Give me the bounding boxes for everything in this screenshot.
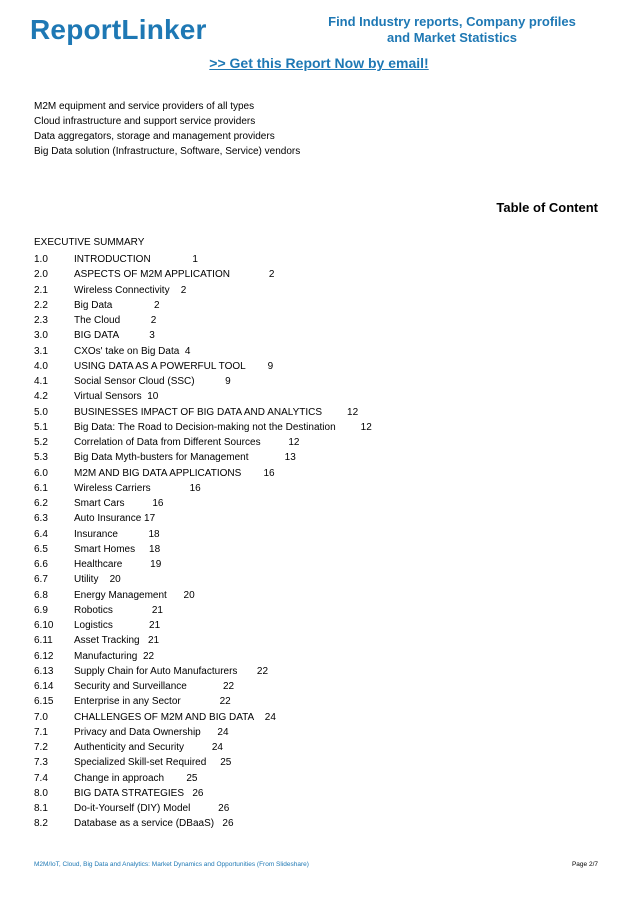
toc-row-number: 3.1: [34, 345, 48, 357]
toc-row-page: 12: [347, 406, 359, 418]
toc-row-page: 13: [284, 452, 296, 464]
toc-row: [34, 298, 372, 313]
toc-row-title: Enterprise in any Sector: [74, 696, 181, 708]
toc-row-gap: [120, 315, 151, 326]
toc-row: [34, 694, 372, 709]
toc-row: [34, 420, 372, 435]
toc-row: [34, 267, 372, 282]
toc-row-page: 22: [142, 650, 155, 662]
intro-line: M2M equipment and service providers of all types: [34, 101, 255, 112]
intro-line: Cloud infrastructure and support service providers: [34, 116, 256, 127]
toc-row-title: CXOs' take on Big Data: [74, 345, 180, 357]
toc-row-gap: [201, 727, 218, 738]
toc-row-number: 7.2: [34, 742, 48, 753]
toc-row-number: 5.0: [34, 406, 48, 418]
toc-row-title: Manufacturing: [74, 650, 138, 662]
toc-row-gap: [261, 437, 289, 448]
toc-row-gap: [98, 574, 109, 585]
toc-row-number: 4.0: [34, 360, 48, 372]
toc-row-page: 9: [225, 376, 231, 387]
toc-row-title: Change in approach: [74, 772, 165, 784]
toc-row: [34, 557, 372, 572]
toc-row: [34, 435, 372, 450]
toc-row-title: Correlation of Data from Different Sources: [74, 437, 261, 448]
toc-row-gap: [151, 254, 193, 265]
toc-row-number: 5.1: [34, 421, 48, 433]
toc-row-gap: [241, 468, 263, 479]
intro-line: Data aggregators, storage and management providers: [34, 131, 275, 142]
toc-row: [34, 466, 372, 481]
toc-row-title: Supply Chain for Auto Manufacturers: [74, 665, 238, 677]
toc-row-gap: [167, 590, 184, 601]
toc-row: [34, 588, 372, 603]
toc-row-page: 21: [149, 620, 161, 631]
toc-row-gap: [135, 544, 149, 555]
toc-row: [34, 740, 372, 755]
toc-row-title: Big Data Myth-busters for Management: [74, 452, 249, 464]
toc-row-number: 6.6: [34, 559, 48, 570]
toc-row-title: Robotics: [74, 604, 113, 616]
toc-row-number: 8.2: [34, 818, 48, 830]
toc-row: [34, 603, 372, 618]
toc-row-page: 25: [220, 757, 232, 769]
toc-row: [34, 252, 372, 267]
toc-row-page: 16: [263, 467, 275, 479]
toc-row-title: Auto Insurance: [74, 513, 142, 525]
toc-row: [34, 572, 372, 587]
toc-row-page: 24: [211, 742, 223, 753]
toc-row-gap: [336, 422, 361, 433]
toc-row-gap: [113, 605, 152, 616]
toc-row: [34, 633, 372, 648]
toc-row-title: Authenticity and Security: [74, 742, 185, 753]
toc-row: [34, 328, 372, 343]
toc-row-page: 24: [217, 726, 229, 738]
toc-row-title: Virtual Sensors: [74, 391, 142, 403]
toc-row-title: M2M AND BIG DATA APPLICATIONS: [74, 467, 242, 479]
toc-row-page: 2: [268, 269, 275, 281]
toc-row-title: Smart Cars: [74, 498, 125, 509]
toc-row-number: 6.11: [34, 635, 53, 647]
footer-page-number: Page 2/7: [571, 861, 598, 868]
toc-row: [34, 755, 372, 770]
toc-row-title: CHALLENGES OF M2M AND BIG DATA: [74, 711, 254, 723]
toc-row: [34, 527, 372, 542]
toc-row: [34, 664, 372, 679]
toc-row-title: Specialized Skill-set Required: [74, 757, 207, 769]
toc-row-title: Utility: [74, 574, 99, 586]
toc-row-gap: [195, 376, 226, 387]
toc-row: [34, 283, 372, 298]
toc-row-page: 20: [183, 589, 195, 601]
toc-row: [34, 511, 372, 526]
toc-row: [34, 649, 372, 664]
toc-row: [34, 374, 372, 389]
toc-row-number: 2.3: [34, 315, 48, 326]
page-footer: [34, 861, 598, 868]
toc-row-page: 9: [267, 360, 274, 372]
toc-row: [34, 816, 372, 831]
toc-row-title: Do-it-Yourself (DIY) Model: [74, 803, 191, 814]
toc-row: [34, 481, 372, 496]
toc-row: [34, 801, 372, 816]
toc-row-number: 6.14: [34, 681, 54, 692]
toc-row-gap: [113, 620, 149, 631]
toc-row-gap: [184, 742, 212, 753]
toc-row-number: 6.1: [34, 482, 48, 494]
toc-row-number: 6.15: [34, 696, 54, 708]
toc-row-page: 21: [151, 604, 163, 616]
toc-row-page: 18: [148, 528, 160, 540]
toc-row-number: 7.4: [34, 772, 48, 784]
toc-list: [34, 252, 372, 832]
toc-executive-summary: EXECUTIVE SUMMARY: [34, 237, 145, 248]
intro-line: Big Data solution (Infrastructure, Software, Service) vendors: [34, 146, 301, 157]
toc-row-page: 26: [222, 818, 234, 830]
toc-row-page: 20: [109, 574, 121, 586]
toc-row-title: Big Data: [74, 299, 113, 311]
toc-row-title: INTRODUCTION: [74, 254, 151, 265]
get-report-link-row: [0, 55, 638, 73]
toc-row: [34, 359, 372, 374]
intro-list: [34, 99, 300, 159]
toc-row-number: 6.12: [34, 650, 54, 662]
toc-row-page: 19: [150, 559, 162, 570]
toc-row-title: Database as a service (DBaaS): [74, 818, 215, 830]
toc-row: [34, 344, 372, 359]
toc-row: [34, 450, 372, 465]
toc-row-page: 1: [192, 254, 198, 265]
header-tagline: Find Industry reports, Company profiles and Market Statistics: [328, 14, 576, 45]
toc-row-gap: [170, 285, 181, 296]
reportlinker-logo[interactable]: ReportLinker: [30, 14, 207, 45]
toc-row-title: BIG DATA STRATEGIES: [74, 787, 185, 799]
toc-row-page: 17: [144, 513, 156, 525]
toc-row-page: 2: [150, 315, 157, 326]
toc-row-number: 8.0: [34, 787, 48, 799]
toc-row-number: 6.5: [34, 543, 48, 555]
toc-row-gap: [119, 330, 150, 341]
toc-row: [34, 618, 372, 633]
toc-row: [34, 725, 372, 740]
toc-row-gap: [206, 757, 220, 768]
toc-row-page: 21: [147, 635, 160, 647]
toc-row-page: 2: [154, 299, 160, 311]
toc-row: [34, 389, 372, 404]
toc-row-page: 26: [218, 803, 230, 814]
toc-row-title: BIG DATA: [74, 330, 119, 342]
toc-row-number: 6.8: [34, 589, 48, 601]
toc-row-title: Insurance: [74, 528, 118, 540]
toc-row-title: Big Data: The Road to Decision-making not the Destination: [74, 421, 336, 433]
toc-row-title: Healthcare: [74, 559, 123, 570]
toc-row: [34, 771, 372, 786]
toc-row-number: 7.1: [34, 726, 48, 738]
toc-row-page: 26: [192, 787, 204, 799]
toc-row-page: 22: [219, 696, 231, 708]
toc-row: [34, 710, 372, 725]
toc-row: [34, 786, 372, 801]
toc-row-page: 22: [256, 665, 269, 677]
toc-row-number: 8.1: [34, 803, 48, 814]
toc-row: [34, 496, 372, 511]
toc-row-number: 3.0: [34, 330, 48, 342]
toc-row-gap: [140, 635, 148, 646]
toc-row-page: 18: [149, 543, 161, 555]
toc-row-page: 16: [189, 482, 201, 494]
toc-row-gap: [181, 696, 220, 707]
toc-row-gap: [322, 407, 347, 418]
toc-row-page: 10: [147, 391, 159, 403]
toc-row-gap: [112, 300, 154, 311]
toc-row-number: 2.0: [34, 269, 48, 281]
toc-row-gap: [237, 666, 256, 677]
toc-row-title: BUSINESSES IMPACT OF BIG DATA AND ANALYTICS: [74, 406, 323, 418]
toc-row-gap: [249, 452, 285, 463]
toc-row: [34, 542, 372, 557]
toc-row-gap: [245, 361, 267, 372]
toc-row-page: 22: [222, 681, 235, 692]
toc-row-title: Energy Management: [74, 589, 167, 601]
toc-row-title: The Cloud: [74, 315, 121, 326]
toc-row-number: 5.2: [34, 437, 48, 448]
toc-row-number: 6.3: [34, 513, 48, 525]
toc-row-page: 25: [186, 772, 198, 784]
toc-row: [34, 313, 372, 328]
toc-row: [34, 679, 372, 694]
toc-row-number: 4.2: [34, 391, 48, 403]
toc-row-page: 16: [152, 498, 164, 509]
toc-row-number: 6.4: [34, 528, 48, 540]
toc-row-page: 12: [360, 421, 372, 433]
toc-row-title: Logistics: [74, 620, 113, 631]
toc-row-title: Social Sensor Cloud (SSC): [74, 376, 195, 387]
toc-row: [34, 405, 372, 420]
toc-row-page: 2: [180, 284, 187, 296]
toc-row-gap: [164, 773, 186, 784]
toc-row-number: 6.2: [34, 498, 48, 509]
toc-row-number: 6.9: [34, 604, 48, 616]
toc-row-title: USING DATA AS A POWERFUL TOOL: [74, 360, 246, 372]
toc-row-title: Wireless Carriers: [74, 482, 151, 494]
toc-row-page: 24: [264, 711, 276, 723]
toc-row-page: 3: [149, 330, 155, 342]
toc-row-page: 4: [184, 345, 191, 357]
toc-row-title: Wireless Connectivity: [74, 284, 170, 296]
toc-row-title: Asset Tracking: [74, 635, 140, 647]
toc-row-title: ASPECTS OF M2M APPLICATION: [74, 269, 230, 281]
toc-row-number: 2.2: [34, 299, 48, 311]
toc-row-number: 5.3: [34, 452, 48, 464]
toc-title: Table of Content: [496, 200, 598, 215]
toc-row-gap: [254, 712, 265, 723]
toc-row-title: Privacy and Data Ownership: [74, 726, 201, 738]
toc-row-gap: [151, 483, 190, 494]
footer-source[interactable]: M2M/IoT, Cloud, Big Data and Analytics: Market Dynamics and Opportunities (From Slideshare): [34, 861, 309, 868]
toc-row-number: 6.7: [34, 574, 48, 586]
toc-row-number: 6.0: [34, 467, 48, 479]
toc-row-number: 7.3: [34, 757, 48, 769]
toc-row-number: 6.10: [34, 620, 54, 631]
toc-row-number: 2.1: [34, 284, 48, 296]
toc-row-title: Smart Homes: [74, 543, 136, 555]
toc-row-number: 7.0: [34, 711, 48, 723]
toc-row-gap: [187, 681, 223, 692]
toc-row-gap: [125, 498, 153, 509]
toc-row-gap: [118, 529, 149, 540]
toc-row-gap: [190, 803, 218, 814]
get-report-link[interactable]: >> Get this Report Now by email!: [209, 55, 429, 71]
toc-row-number: 1.0: [34, 254, 48, 265]
toc-row-number: 4.1: [34, 376, 48, 387]
toc-row-page: 12: [288, 437, 300, 448]
toc-row-gap: [230, 269, 269, 280]
toc-row-gap: [122, 559, 150, 570]
toc-row-title: Security and Surveillance: [74, 681, 187, 692]
toc-row-number: 6.13: [34, 665, 54, 677]
